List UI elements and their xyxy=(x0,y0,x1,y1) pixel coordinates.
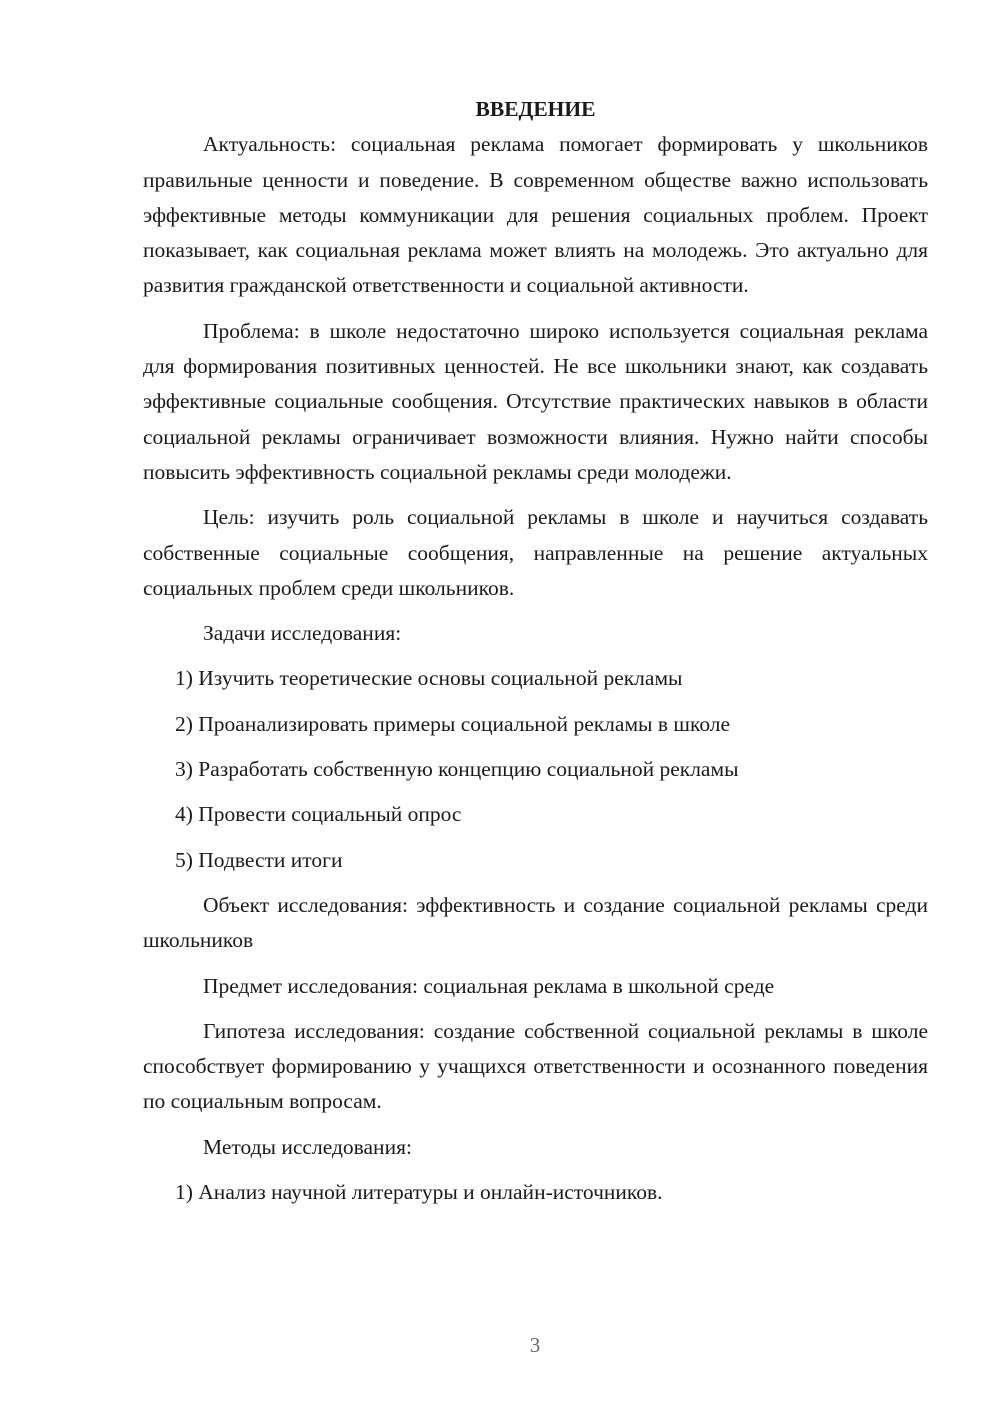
object-paragraph: Объект исследования: эффективность и создание социальной рекламы среди школьников xyxy=(143,892,928,953)
problem-paragraph: Проблема: в школе недостаточно широко используется социальная реклама для формирования позитивных ценностей. Не все школьники знают, как создавать эффективные социальные сообщения. Отсутствие практических навыков в области социальной рекламы ограничивает возможности влияния. Нужно найти способы повысить эффективность социальной рекламы среди молодежи. xyxy=(143,318,928,484)
list-item: 4) Провести социальный опрос xyxy=(175,802,462,827)
list-item: 1) Изучить теоретические основы социальной рекламы xyxy=(175,666,683,691)
list-item: 1) Анализ научной литературы и онлайн-источников. xyxy=(175,1180,663,1205)
methods-list xyxy=(143,1175,928,1210)
document-page xyxy=(143,92,928,1220)
relevance-paragraph: Актуальность: социальная реклама помогает формировать у школьников правильные ценности и поведение. В современном обществе важно использовать эффективные методы коммуникации для решения социальных проблем. Проект показывает, как социальная реклама может влиять на молодежь. Это актуально для развития гражданской ответственности и социальной активности. xyxy=(143,132,928,298)
page-number: 3 xyxy=(529,1333,541,1357)
subject-paragraph: Предмет исследования: социальная реклама в школьной среде xyxy=(203,973,775,998)
list-item: 2) Проанализировать примеры социальной рекламы в школе xyxy=(175,711,731,736)
section-title: ВВЕДЕНИЕ xyxy=(475,97,596,121)
tasks-list xyxy=(143,661,928,877)
tasks-heading: Задачи исследования: xyxy=(203,621,402,646)
list-item: 5) Подвести итоги xyxy=(175,847,343,872)
list-item: 3) Разработать собственную концепцию социальной рекламы xyxy=(175,757,739,782)
goal-paragraph: Цель: изучить роль социальной рекламы в школе и научиться создавать собственные социальные сообщения, направленные на решение актуальных социальных проблем среди школьников. xyxy=(143,505,928,600)
methods-heading: Методы исследования: xyxy=(203,1134,412,1159)
hypothesis-paragraph: Гипотеза исследования: создание собственной социальной рекламы в школе способствует формированию у учащихся ответственности и осознанного поведения по социальным вопросам. xyxy=(143,1018,928,1114)
